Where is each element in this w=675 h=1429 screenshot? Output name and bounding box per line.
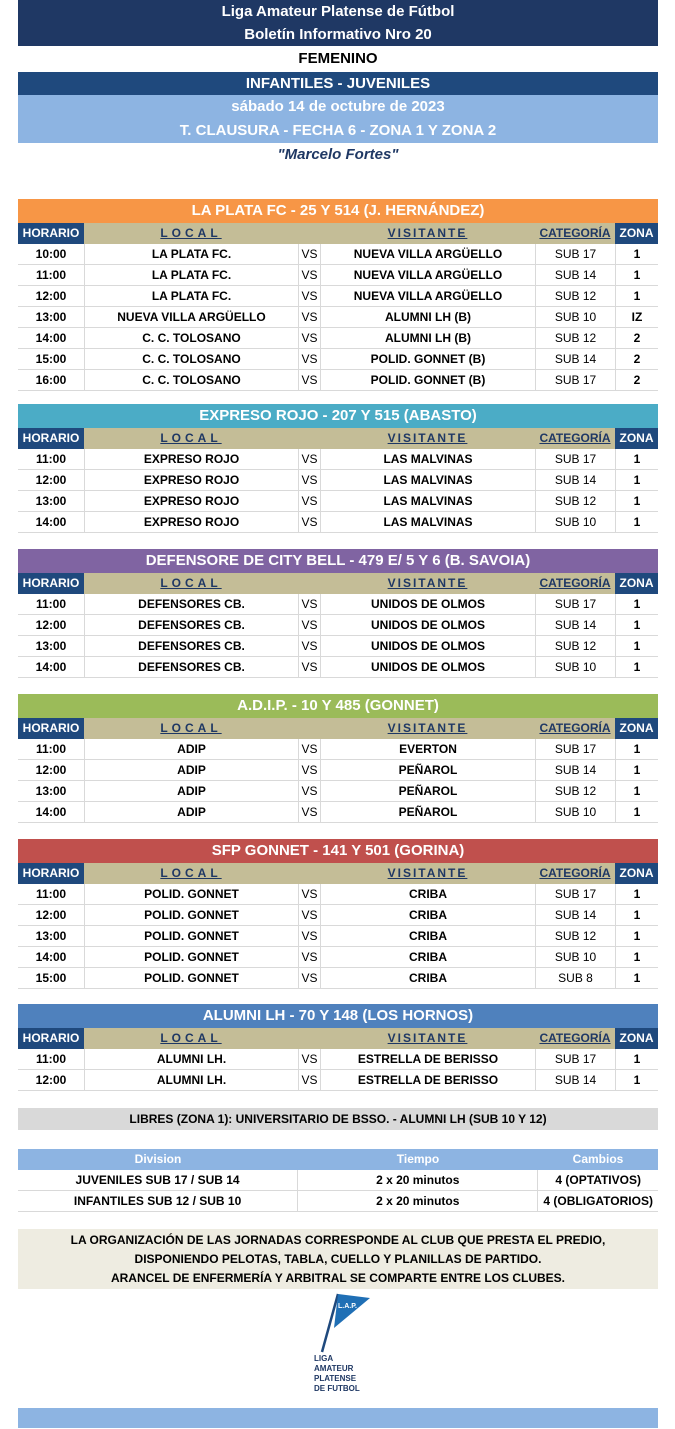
column-header-row xyxy=(18,223,658,244)
column-header-zona: ZONA xyxy=(615,718,658,739)
match-zone: 1 xyxy=(615,470,658,490)
match-visitor: NUEVA VILLA ARGÜELLO xyxy=(320,286,535,306)
category-label: INFANTILES - JUVENILES xyxy=(18,72,658,95)
column-header-horario: HORARIO xyxy=(18,1028,84,1049)
match-local: ADIP xyxy=(84,760,298,780)
match-local: POLID. GONNET xyxy=(84,926,298,946)
match-category: SUB 17 xyxy=(535,244,615,264)
match-zone: 1 xyxy=(615,636,658,656)
match-local: EXPRESO ROJO xyxy=(84,512,298,532)
match-time: 14:00 xyxy=(35,331,67,345)
match-category: SUB 17 xyxy=(535,739,615,759)
match-vs: VS xyxy=(298,491,320,511)
date-label: sábado 14 de octubre de 2023 xyxy=(18,95,658,119)
match-zone: 1 xyxy=(615,926,658,946)
match-category: SUB 14 xyxy=(535,615,615,635)
match-vs: VS xyxy=(298,449,320,469)
venue-block xyxy=(18,404,658,533)
match-visitor: CRIBA xyxy=(320,968,535,988)
match-time: 11:00 xyxy=(35,597,67,611)
match-time: 12:00 xyxy=(35,289,67,303)
match-row xyxy=(18,349,658,370)
column-header-categoria: CATEGORÍA xyxy=(535,863,615,884)
column-header-row xyxy=(18,718,658,739)
match-time: 13:00 xyxy=(35,929,67,943)
match-local: ADIP xyxy=(84,802,298,822)
match-zone: 1 xyxy=(615,739,658,759)
match-local: C. C. TOLOSANO xyxy=(84,370,298,390)
match-visitor: UNIDOS DE OLMOS xyxy=(320,594,535,614)
column-header-local: LOCAL xyxy=(84,428,298,449)
match-visitor: NUEVA VILLA ARGÜELLO xyxy=(320,265,535,285)
match-time: 12:00 xyxy=(35,473,67,487)
column-header-horario: HORARIO xyxy=(18,573,84,594)
column-header-vs xyxy=(298,718,320,739)
match-local: ADIP xyxy=(84,781,298,801)
match-visitor: UNIDOS DE OLMOS xyxy=(320,615,535,635)
match-visitor: UNIDOS DE OLMOS xyxy=(320,636,535,656)
match-category: SUB 14 xyxy=(535,349,615,369)
match-row xyxy=(18,491,658,512)
column-header-row xyxy=(18,863,658,884)
match-local: LA PLATA FC. xyxy=(84,265,298,285)
column-header-horario: HORARIO xyxy=(18,223,84,244)
match-vs: VS xyxy=(298,1070,320,1090)
match-row xyxy=(18,739,658,760)
column-header-local: LOCAL xyxy=(84,223,298,244)
match-visitor: LAS MALVINAS xyxy=(320,512,535,532)
venue-title: DEFENSORE DE CITY BELL - 479 E/ 5 Y 6 (B. SAVOIA) xyxy=(18,549,658,573)
column-header-vs xyxy=(298,1028,320,1049)
match-visitor: NUEVA VILLA ARGÜELLO xyxy=(320,244,535,264)
column-header-local: LOCAL xyxy=(84,1028,298,1049)
duration-changes: 4 (OPTATIVOS) xyxy=(537,1170,658,1190)
match-visitor: ALUMNI LH (B) xyxy=(320,307,535,327)
column-header-row xyxy=(18,573,658,594)
match-category: SUB 10 xyxy=(535,657,615,677)
match-visitor: ESTRELLA DE BERISSO xyxy=(320,1070,535,1090)
duration-division: INFANTILES SUB 12 / SUB 10 xyxy=(73,1194,242,1208)
organization-line: DISPONIENDO PELOTAS, TABLA, CUELLO Y PLANILLAS DE PARTIDO. xyxy=(134,1252,542,1266)
column-header-local: LOCAL xyxy=(84,718,298,739)
match-category: SUB 12 xyxy=(535,328,615,348)
logo-text xyxy=(314,1354,360,1394)
match-time: 11:00 xyxy=(35,452,67,466)
match-row xyxy=(18,286,658,307)
match-vs: VS xyxy=(298,370,320,390)
match-row xyxy=(18,926,658,947)
match-category: SUB 10 xyxy=(535,802,615,822)
duration-table xyxy=(18,1149,658,1212)
match-zone: 1 xyxy=(615,781,658,801)
match-category: SUB 10 xyxy=(535,307,615,327)
duration-header-time: Tiempo xyxy=(396,1152,440,1166)
match-visitor: LAS MALVINAS xyxy=(320,491,535,511)
duration-header-changes: Cambios xyxy=(572,1152,624,1166)
match-zone: 1 xyxy=(615,512,658,532)
duration-time: 2 x 20 minutos xyxy=(297,1170,537,1190)
column-header-zona: ZONA xyxy=(615,573,658,594)
match-category: SUB 12 xyxy=(535,926,615,946)
match-local: C. C. TOLOSANO xyxy=(84,349,298,369)
match-row xyxy=(18,1049,658,1070)
match-category: SUB 14 xyxy=(535,1070,615,1090)
venue-block xyxy=(18,839,658,989)
match-visitor: LAS MALVINAS xyxy=(320,470,535,490)
match-time: 11:00 xyxy=(35,268,67,282)
match-local: DEFENSORES CB. xyxy=(84,636,298,656)
match-row xyxy=(18,370,658,391)
column-header-vs xyxy=(298,573,320,594)
column-header-local: LOCAL xyxy=(84,863,298,884)
match-time: 14:00 xyxy=(35,805,67,819)
match-row xyxy=(18,244,658,265)
footer-bar xyxy=(18,1408,658,1428)
match-time: 13:00 xyxy=(35,310,67,324)
match-visitor: ALUMNI LH (B) xyxy=(320,328,535,348)
column-header-zona: ZONA xyxy=(615,223,658,244)
match-local: LA PLATA FC. xyxy=(84,244,298,264)
duration-time: 2 x 20 minutos xyxy=(297,1191,537,1211)
match-time: 15:00 xyxy=(35,352,67,366)
match-row xyxy=(18,594,658,615)
match-vs: VS xyxy=(298,1049,320,1069)
match-vs: VS xyxy=(298,926,320,946)
match-row xyxy=(18,802,658,823)
column-header-visitante: VISITANTE xyxy=(320,718,535,739)
match-local: ALUMNI LH. xyxy=(84,1049,298,1069)
duration-division: JUVENILES SUB 17 / SUB 14 xyxy=(75,1173,240,1187)
match-category: SUB 12 xyxy=(535,636,615,656)
match-zone: 1 xyxy=(615,905,658,925)
match-time: 14:00 xyxy=(35,515,67,529)
match-vs: VS xyxy=(298,905,320,925)
match-local: C. C. TOLOSANO xyxy=(84,328,298,348)
column-header-horario: HORARIO xyxy=(18,718,84,739)
match-vs: VS xyxy=(298,328,320,348)
match-visitor: UNIDOS DE OLMOS xyxy=(320,657,535,677)
match-visitor: CRIBA xyxy=(320,884,535,904)
duration-header-division: Division xyxy=(134,1152,182,1166)
match-row xyxy=(18,905,658,926)
match-visitor: POLID. GONNET (B) xyxy=(320,349,535,369)
bulletin-number: Boletín Informativo Nro 20 xyxy=(18,23,658,46)
match-time: 14:00 xyxy=(35,660,67,674)
match-time: 11:00 xyxy=(35,742,67,756)
match-visitor: EVERTON xyxy=(320,739,535,759)
match-visitor: PEÑAROL xyxy=(320,802,535,822)
match-category: SUB 12 xyxy=(535,491,615,511)
column-header-categoria: CATEGORÍA xyxy=(535,223,615,244)
match-time: 13:00 xyxy=(35,639,67,653)
organization-line: ARANCEL DE ENFERMERÍA Y ARBITRAL SE COMPARTE ENTRE LOS CLUBES. xyxy=(110,1271,566,1285)
match-local: ALUMNI LH. xyxy=(84,1070,298,1090)
bulletin-header xyxy=(18,0,658,167)
match-time: 12:00 xyxy=(35,763,67,777)
column-header-vs xyxy=(298,428,320,449)
match-row xyxy=(18,657,658,678)
match-row xyxy=(18,328,658,349)
duration-header-row xyxy=(18,1149,658,1170)
match-visitor: POLID. GONNET (B) xyxy=(320,370,535,390)
logo-line: AMATEUR xyxy=(314,1364,354,1373)
venue-block xyxy=(18,1004,658,1091)
match-time: 12:00 xyxy=(35,618,67,632)
column-header-visitante: VISITANTE xyxy=(320,1028,535,1049)
match-local: POLID. GONNET xyxy=(84,947,298,967)
dedication-label: "Marcelo Fortes" xyxy=(277,146,399,163)
organization-line: LA ORGANIZACIÓN DE LAS JORNADAS CORRESPONDE AL CLUB QUE PRESTA EL PREDIO, xyxy=(70,1233,606,1247)
match-category: SUB 12 xyxy=(535,286,615,306)
match-vs: VS xyxy=(298,594,320,614)
match-zone: 1 xyxy=(615,657,658,677)
match-zone: 1 xyxy=(615,760,658,780)
match-local: POLID. GONNET xyxy=(84,968,298,988)
match-time: 13:00 xyxy=(35,494,67,508)
match-time: 15:00 xyxy=(35,971,67,985)
match-zone: 2 xyxy=(615,349,658,369)
match-visitor: PEÑAROL xyxy=(320,760,535,780)
match-visitor: CRIBA xyxy=(320,947,535,967)
match-visitor: CRIBA xyxy=(320,905,535,925)
match-category: SUB 14 xyxy=(535,470,615,490)
match-local: DEFENSORES CB. xyxy=(84,657,298,677)
match-category: SUB 14 xyxy=(535,265,615,285)
column-header-categoria: CATEGORÍA xyxy=(535,718,615,739)
match-zone: IZ xyxy=(615,307,658,327)
match-row xyxy=(18,615,658,636)
column-header-visitante: VISITANTE xyxy=(320,223,535,244)
match-row xyxy=(18,968,658,989)
match-row xyxy=(18,760,658,781)
column-header-visitante: VISITANTE xyxy=(320,573,535,594)
match-row xyxy=(18,1070,658,1091)
duration-row xyxy=(18,1170,658,1191)
column-header-zona: ZONA xyxy=(615,863,658,884)
venue-title: EXPRESO ROJO - 207 Y 515 (ABASTO) xyxy=(18,404,658,428)
match-local: EXPRESO ROJO xyxy=(84,449,298,469)
match-category: SUB 14 xyxy=(535,760,615,780)
tournament-label: T. CLAUSURA - FECHA 6 - ZONA 1 Y ZONA 2 xyxy=(18,119,658,143)
match-vs: VS xyxy=(298,470,320,490)
match-local: EXPRESO ROJO xyxy=(84,491,298,511)
match-time: 13:00 xyxy=(35,784,67,798)
match-category: SUB 17 xyxy=(535,370,615,390)
column-header-row xyxy=(18,1028,658,1049)
match-local: NUEVA VILLA ARGÜELLO xyxy=(84,307,298,327)
logo-flag-text: L.A.P. xyxy=(338,1303,357,1310)
column-header-horario: HORARIO xyxy=(18,863,84,884)
duration-row xyxy=(18,1191,658,1212)
match-zone: 1 xyxy=(615,1049,658,1069)
match-time: 12:00 xyxy=(35,1073,67,1087)
match-row xyxy=(18,884,658,905)
match-zone: 1 xyxy=(615,244,658,264)
match-visitor: CRIBA xyxy=(320,926,535,946)
duration-changes: 4 (OBLIGATORIOS) xyxy=(537,1191,658,1211)
match-zone: 1 xyxy=(615,1070,658,1090)
match-vs: VS xyxy=(298,760,320,780)
match-zone: 1 xyxy=(615,265,658,285)
match-visitor: LAS MALVINAS xyxy=(320,449,535,469)
match-visitor: PEÑAROL xyxy=(320,781,535,801)
match-vs: VS xyxy=(298,947,320,967)
column-header-categoria: CATEGORÍA xyxy=(535,573,615,594)
match-local: DEFENSORES CB. xyxy=(84,615,298,635)
match-vs: VS xyxy=(298,968,320,988)
match-zone: 2 xyxy=(615,328,658,348)
match-local: LA PLATA FC. xyxy=(84,286,298,306)
match-vs: VS xyxy=(298,265,320,285)
logo-line: DE FUTBOL xyxy=(314,1384,360,1393)
venue-title: LA PLATA FC - 25 Y 514 (J. HERNÁNDEZ) xyxy=(18,199,658,223)
match-category: SUB 10 xyxy=(535,512,615,532)
match-zone: 1 xyxy=(615,491,658,511)
match-time: 12:00 xyxy=(35,908,67,922)
match-time: 10:00 xyxy=(35,247,67,261)
logo-line: PLATENSE xyxy=(314,1374,357,1383)
match-vs: VS xyxy=(298,244,320,264)
venue-block xyxy=(18,694,658,823)
match-time: 11:00 xyxy=(35,1052,67,1066)
match-row xyxy=(18,449,658,470)
match-local: ADIP xyxy=(84,739,298,759)
column-header-zona: ZONA xyxy=(615,428,658,449)
match-row xyxy=(18,947,658,968)
column-header-visitante: VISITANTE xyxy=(320,428,535,449)
venue-title: SFP GONNET - 141 Y 501 (GORINA) xyxy=(18,839,658,863)
match-vs: VS xyxy=(298,884,320,904)
match-vs: VS xyxy=(298,739,320,759)
column-header-row xyxy=(18,428,658,449)
match-zone: 1 xyxy=(615,286,658,306)
match-row xyxy=(18,470,658,491)
match-category: SUB 12 xyxy=(535,781,615,801)
match-category: SUB 8 xyxy=(535,968,615,988)
match-vs: VS xyxy=(298,307,320,327)
match-vs: VS xyxy=(298,512,320,532)
column-header-categoria: CATEGORÍA xyxy=(535,1028,615,1049)
venue-title: ALUMNI LH - 70 Y 148 (LOS HORNOS) xyxy=(18,1004,658,1028)
column-header-visitante: VISITANTE xyxy=(320,863,535,884)
match-row xyxy=(18,512,658,533)
match-vs: VS xyxy=(298,802,320,822)
match-category: SUB 10 xyxy=(535,947,615,967)
match-time: 11:00 xyxy=(35,887,67,901)
column-header-zona: ZONA xyxy=(615,1028,658,1049)
match-zone: 1 xyxy=(615,968,658,988)
match-row xyxy=(18,307,658,328)
match-category: SUB 17 xyxy=(535,1049,615,1069)
match-category: SUB 17 xyxy=(535,884,615,904)
match-category: SUB 14 xyxy=(535,905,615,925)
column-header-horario: HORARIO xyxy=(18,428,84,449)
match-local: POLID. GONNET xyxy=(84,905,298,925)
match-zone: 1 xyxy=(615,615,658,635)
match-vs: VS xyxy=(298,781,320,801)
match-row xyxy=(18,636,658,657)
match-zone: 2 xyxy=(615,370,658,390)
match-vs: VS xyxy=(298,636,320,656)
organization-note xyxy=(18,1229,658,1289)
match-category: SUB 17 xyxy=(535,449,615,469)
match-vs: VS xyxy=(298,349,320,369)
match-zone: 1 xyxy=(615,449,658,469)
libres-note: LIBRES (ZONA 1): UNIVERSITARIO DE BSSO. - ALUMNI LH (SUB 10 Y 12) xyxy=(18,1108,658,1130)
match-local: EXPRESO ROJO xyxy=(84,470,298,490)
column-header-categoria: CATEGORÍA xyxy=(535,428,615,449)
match-local: DEFENSORES CB. xyxy=(84,594,298,614)
logo-line: LIGA xyxy=(314,1354,334,1363)
match-row xyxy=(18,265,658,286)
gender-label: FEMENINO xyxy=(298,50,378,67)
match-row xyxy=(18,781,658,802)
match-visitor: ESTRELLA DE BERISSO xyxy=(320,1049,535,1069)
match-vs: VS xyxy=(298,657,320,677)
match-local: POLID. GONNET xyxy=(84,884,298,904)
match-zone: 1 xyxy=(615,947,658,967)
venue-title: A.D.I.P. - 10 Y 485 (GONNET) xyxy=(18,694,658,718)
league-title: Liga Amateur Platense de Fútbol xyxy=(18,0,658,23)
venue-block xyxy=(18,199,658,391)
match-zone: 1 xyxy=(615,802,658,822)
column-header-local: LOCAL xyxy=(84,573,298,594)
match-vs: VS xyxy=(298,615,320,635)
column-header-vs xyxy=(298,223,320,244)
match-zone: 1 xyxy=(615,594,658,614)
column-header-vs xyxy=(298,863,320,884)
match-time: 16:00 xyxy=(35,373,67,387)
match-zone: 1 xyxy=(615,884,658,904)
match-vs: VS xyxy=(298,286,320,306)
match-time: 14:00 xyxy=(35,950,67,964)
match-category: SUB 17 xyxy=(535,594,615,614)
venue-block xyxy=(18,549,658,678)
